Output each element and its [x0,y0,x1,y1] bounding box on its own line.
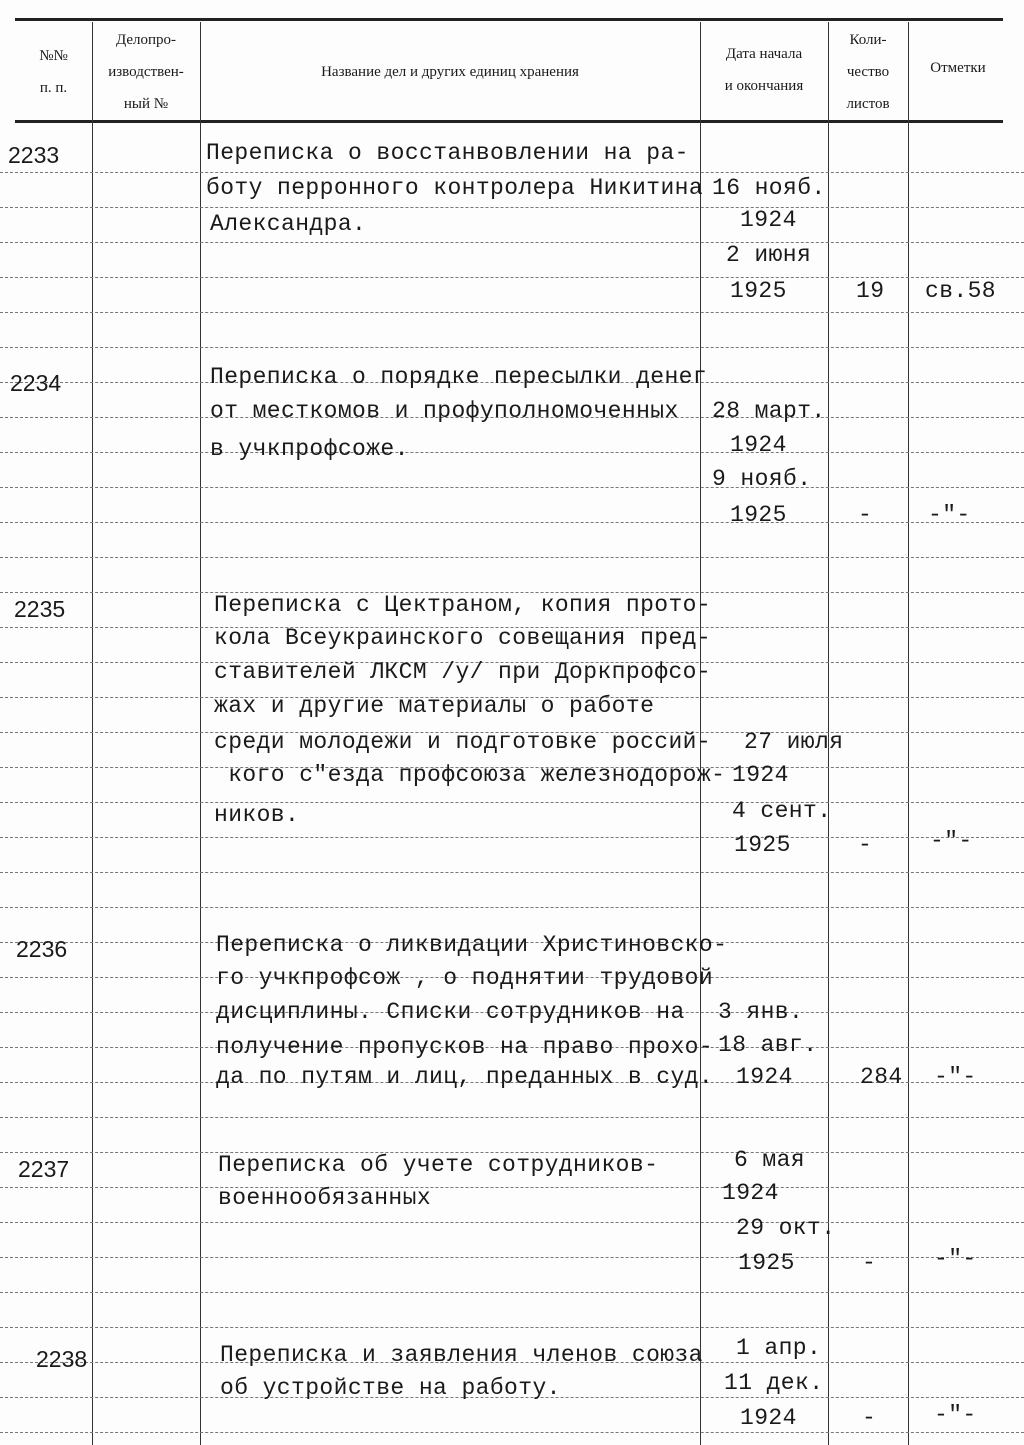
entry-title-line: Переписка с Цектраном, копия прото- [214,592,712,618]
ruled-line [0,907,1024,908]
entry-title-line: ников. [214,802,300,828]
entry-number: 2238 [36,1346,88,1372]
entry-date: 1924 [736,1064,793,1090]
ruled-line [0,207,1024,208]
entry-notes: -"- [934,1246,977,1272]
ruled-line [0,1117,1024,1118]
ruled-line [0,1222,1024,1223]
ruled-line [0,347,1024,348]
entry-title-line: военнообязанных [218,1185,432,1211]
entry-count: - [862,1405,877,1431]
entry-count: 284 [860,1064,903,1090]
ruled-line [0,1327,1024,1328]
entry-notes: -"- [934,1064,977,1090]
entry-number: 2233 [8,142,60,168]
entry-date: 6 мая [734,1147,806,1173]
entry-date: 1924 [730,432,787,458]
entry-date: 1924 [732,762,789,788]
ruled-line [0,802,1024,803]
entry-date: 1925 [734,832,791,858]
entry-date: 16 нояб. [712,175,826,201]
entry-count: - [858,502,873,528]
entry-title-line: об устройстве на работу. [220,1375,561,1401]
entry-title-line: кола Всеукраинского совещания пред- [214,625,712,651]
entry-date: 1924 [722,1180,779,1206]
entry-number: 2234 [10,370,62,396]
entry-number: 2236 [16,936,68,962]
entry-title-line: го учкпрофсож , о поднятии трудовой [216,965,714,991]
entry-title-line: кого с"езда профсоюза железнодорож- [214,762,726,788]
column-divider [908,22,909,1445]
entry-title-line: боту перронного контролера Никитина [206,175,704,201]
entry-count: - [858,832,873,858]
entry-title-line: от месткомов и профуполномоченных [210,398,679,424]
column-divider [200,22,201,1445]
entry-date: 3 янв. [718,999,804,1025]
ruled-line [0,487,1024,488]
column-divider [92,22,93,1445]
header-notes: Отметки [930,60,986,76]
entry-title-line: Переписка о ликвидации Христиновско- [216,932,728,958]
entry-title-line: в учкпрофсоже. [210,436,409,462]
entry-title-line: ставителей ЛКСМ /у/ при Доркпрофсо- [214,659,712,685]
entry-date: 1925 [738,1250,795,1276]
entry-date: 1924 [740,1405,797,1431]
header-top-rule [15,18,1003,21]
ruled-line [0,312,1024,313]
entry-date: 1 апр. [736,1335,822,1361]
entry-title-line: Переписка о порядке пересылки денег [210,364,708,390]
entry-title-line: Переписка и заявления членов союза [220,1342,703,1368]
entry-title-line: да по путям и лиц, преданных в суд. [216,1064,714,1090]
entry-notes: -"- [934,1402,977,1428]
entry-title-line: Александра. [210,211,367,237]
entry-date: 18 авг. [718,1032,818,1058]
ruled-line [0,1292,1024,1293]
entry-number: 2235 [14,596,66,622]
ruled-line [0,872,1024,873]
entry-count: 19 [856,278,885,304]
entry-title-line: дисциплины. Списки сотрудников на [216,999,685,1025]
header-num: №№ п. п. [39,48,68,96]
entry-notes: св.58 [925,278,997,304]
ruled-line [0,557,1024,558]
entry-date: 9 нояб. [712,466,812,492]
entry-title-line: Переписка об учете сотрудников- [218,1152,659,1178]
entry-title-line: среди молодежи и подготовке россий- [214,729,712,755]
entry-date: 29 окт. [736,1215,836,1241]
header-title: Название дел и других единиц хранения [321,64,579,80]
header-dates: Дата начала и окончания [724,46,804,94]
entry-notes: -"- [928,502,971,528]
entry-date: 1925 [730,502,787,528]
entry-date: 1924 [740,207,797,233]
header-count: Коли- чество листов [846,32,890,112]
entry-date: 11 дек. [724,1370,824,1396]
entry-count: - [862,1250,877,1276]
entry-title-line: Переписка о восстанвовлении на ра- [206,140,689,166]
entry-notes: -"- [930,828,973,854]
ruled-line [0,452,1024,453]
entry-date: 4 сент. [732,798,832,824]
header-office-no: Делопро- изводствен- ный № [108,32,184,112]
entry-title-line: жах и другие материалы о работе [214,693,655,719]
entry-date: 27 июля [744,729,844,755]
entry-date: 2 июня [726,242,812,268]
ruled-line [0,242,1024,243]
header-bottom-rule [15,120,1003,123]
ruled-line [0,1187,1024,1188]
entry-title-line: получение пропусков на право прохо- [216,1034,714,1060]
entry-date: 1925 [730,278,787,304]
entry-date: 28 март. [712,398,826,424]
entry-number: 2237 [18,1156,70,1182]
